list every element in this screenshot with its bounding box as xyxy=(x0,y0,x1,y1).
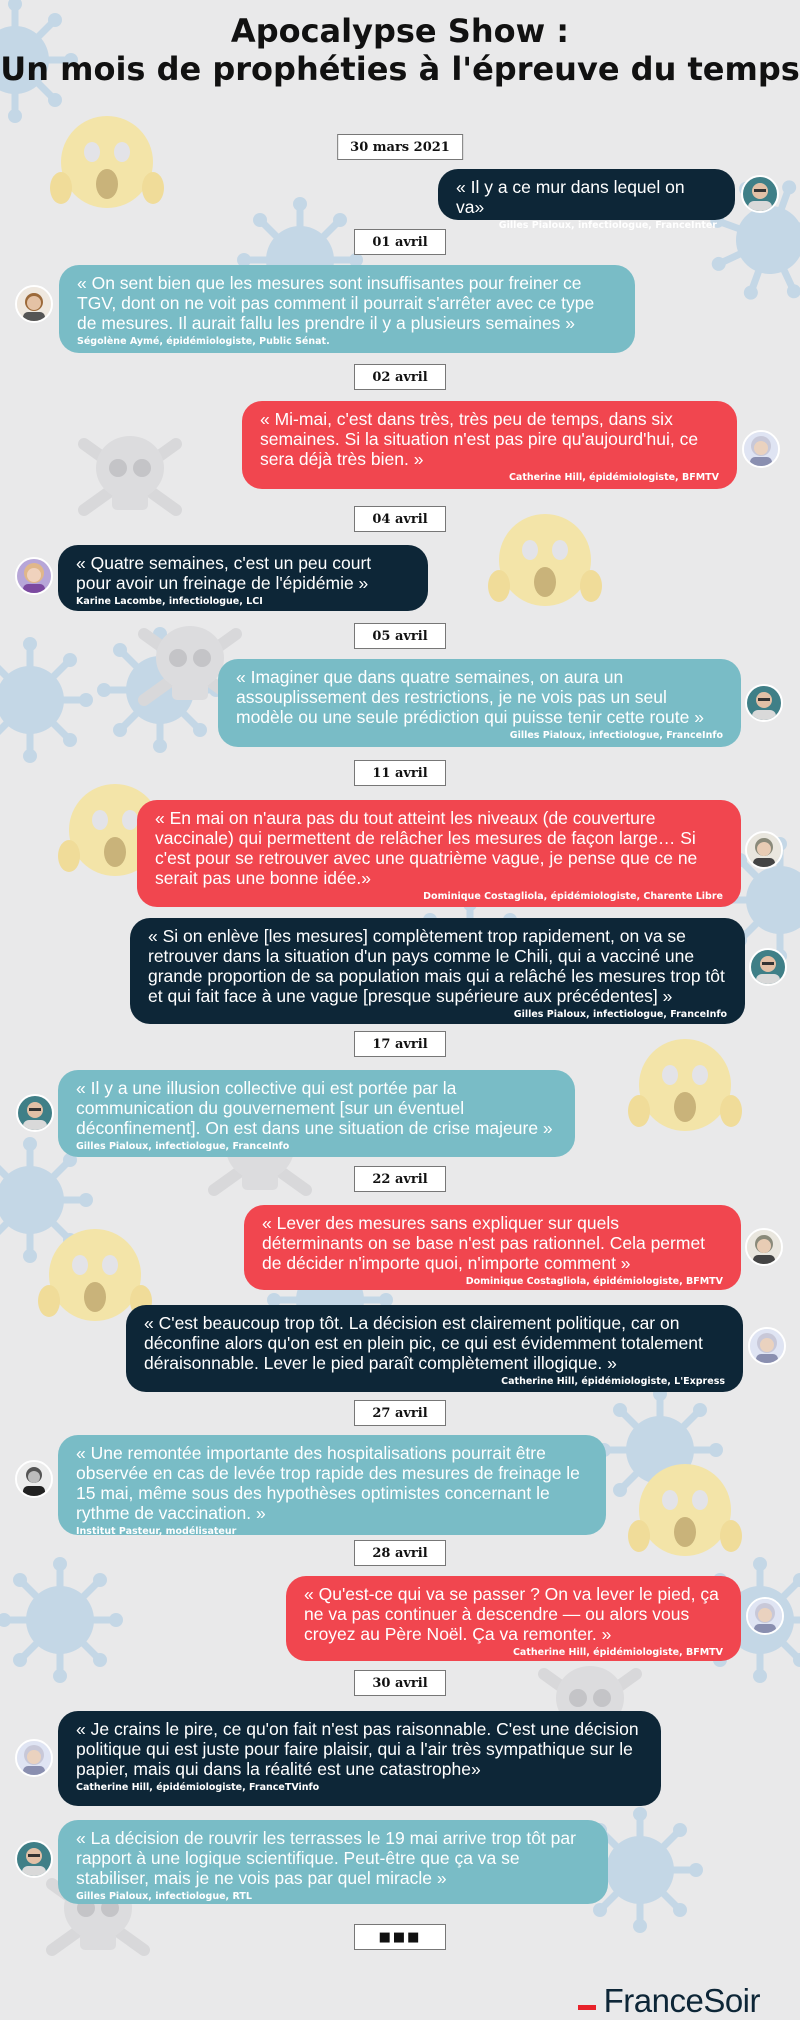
date-label: 01 avril xyxy=(354,229,446,255)
message-bubble xyxy=(59,265,635,353)
message-bubble xyxy=(58,1070,575,1157)
date-label: 27 avril xyxy=(354,1400,446,1426)
logo-text: FranceSoir xyxy=(603,1982,760,2019)
date-label-ellipsis: ■■■ xyxy=(354,1924,446,1950)
avatar xyxy=(15,557,53,595)
date-label: 30 avril xyxy=(354,1670,446,1696)
message-bubble xyxy=(58,545,428,611)
quote-text: « Mi-mai, c'est dans très, très peu de temps, dans six semaines. Si la situation n'est pas pire qu'aujourd'hui, ce sera déjà très bien. » xyxy=(260,409,699,469)
message-bubble xyxy=(218,659,741,747)
message-bubble xyxy=(126,1305,743,1392)
date-label: 22 avril xyxy=(354,1166,446,1192)
quote-text: « Il y a ce mur dans lequel on va» xyxy=(456,177,685,217)
message-bubble xyxy=(242,401,737,489)
quote-source: Catherine Hill, épidémiologiste, BFMTV xyxy=(508,472,719,483)
date-label: 04 avril xyxy=(354,506,446,532)
avatar xyxy=(741,175,779,213)
quote-text: « Je crains le pire, ce qu'on fait n'est pas raisonnable. C'est une décision politique qui est juste pour faire plaisir, qui a l'air très sympathique sur le papier, mais qui dans la réalité est une catastrophe» xyxy=(76,1719,639,1779)
date-label: 17 avril xyxy=(354,1031,446,1057)
quote-source: Gilles Pialoux, infectiologue, FranceInfo xyxy=(509,730,723,741)
quote-source: Gilles Pialoux, infectiologue, FranceInter xyxy=(498,220,717,231)
message-bubble xyxy=(58,1435,606,1535)
quote-source: Catherine Hill, épidémiologiste, FranceTVinfo xyxy=(76,1782,320,1793)
date-label: 30 mars 2021 xyxy=(337,134,463,160)
quote-text: « Lever des mesures sans expliquer sur quels déterminants on se base n'est pas rationnel. Cela permet de décider n'importe quoi, n'importe comment » xyxy=(262,1213,706,1273)
logo-red-bar xyxy=(578,2005,596,2010)
quote-source: Dominique Costagliola, épidémiologiste, BFMTV xyxy=(465,1276,723,1287)
quote-text: « La décision de rouvrir les terrasses le 19 mai arrive trop tôt par rapport à une logique scientifique. Peut-être que ça va se stabiliser, mais je ne vois pas par quel miracle » xyxy=(76,1828,576,1888)
title-line-2: Un mois de prophéties à l'épreuve du temps xyxy=(0,50,800,88)
quote-source: Catherine Hill, épidémiologiste, L'Express xyxy=(501,1376,725,1387)
message-bubble xyxy=(286,1576,741,1661)
avatar xyxy=(748,1327,786,1365)
message-bubble xyxy=(58,1820,608,1904)
quote-text: « Il y a une illusion collective qui est portée par la communication du gouvernement [sur un éventuel déconfinement]. On est dans une situation de crise majeure » xyxy=(76,1078,553,1138)
quote-text: « Quatre semaines, c'est un peu court pour avoir un freinage de l'épidémie » xyxy=(76,553,372,593)
date-label: 28 avril xyxy=(354,1540,446,1566)
title-line-1: Apocalypse Show : xyxy=(230,12,570,50)
date-label: 05 avril xyxy=(354,623,446,649)
date-label: 11 avril xyxy=(354,760,446,786)
avatar xyxy=(745,684,783,722)
quote-text: « Une remontée importante des hospitalisations pourrait être observée en cas de levée trop rapide des mesures de freinage le 15 mai, même sous des hypothèses optimistes concernant le rythme de vaccination. » xyxy=(76,1443,580,1523)
quote-source: Gilles Pialoux, infectiologue, FranceInfo xyxy=(513,1009,727,1020)
avatar xyxy=(746,1597,784,1635)
date-label: 02 avril xyxy=(354,364,446,390)
avatar xyxy=(15,1840,53,1878)
quote-text: « Imaginer que dans quatre semaines, on aura un assouplissement des restrictions, je ne vois pas un seul modèle ou une seule prédiction qui puisse tenir cette route » xyxy=(236,667,704,727)
quote-text: « Qu'est-ce qui va se passer ? On va lever le pied, ça ne va pas continuer à descendre — ou alors vous croyez au Père Noël. Ça va remonter. » xyxy=(304,1584,719,1644)
quote-source: Institut Pasteur, modélisateur xyxy=(76,1526,237,1537)
quote-source: Gilles Pialoux, infectiologue, RTL xyxy=(76,1891,252,1902)
avatar xyxy=(745,1228,783,1266)
quote-source: Gilles Pialoux, infectiologue, FranceInfo xyxy=(76,1141,290,1152)
quote-source: Karine Lacombe, infectiologue, LCI xyxy=(76,596,263,607)
quote-text: « Si on enlève [les mesures] complètement trop rapidement, on va se retrouver dans la situation d'un pays comme le Chili, qui a vacciné une grande proportion de sa population mais qui a relâché les mesures trop tôt et qui fait face à une vague [presque supérieure aux précédentes] » xyxy=(148,926,725,1006)
quote-text: « En mai on n'aura pas du tout atteint les niveaux (de couverture vaccinale) qui permettent de relâcher les mesures de façon large… Si c'est pour se retrouver avec une quatrième vague, je pense que ce ne serait pas une bonne idée.» xyxy=(155,808,698,888)
message-bubble xyxy=(244,1205,741,1290)
avatar xyxy=(15,285,53,323)
quote-source: Dominique Costagliola, épidémiologiste, Charente Libre xyxy=(423,891,723,902)
avatar xyxy=(16,1094,54,1132)
quote-source: Catherine Hill, épidémiologiste, BFMTV xyxy=(512,1647,723,1658)
message-bubble xyxy=(58,1711,661,1806)
message-bubble xyxy=(438,169,735,231)
avatar xyxy=(15,1739,53,1777)
quote-text: « C'est beaucoup trop tôt. La décision est clairement politique, car on déconfine alors qu'on est en plein pic, ce qui est évidemment totalement déraisonnable. Lever le pied paraît complètement illogique. » xyxy=(144,1313,703,1373)
avatar xyxy=(742,430,780,468)
quote-text: « On sent bien que les mesures sont insuffisantes pour freiner ce TGV, dont on ne voit pas comment il pourrait s'arrêter avec ce type de mesures. Il aurait fallu les prendre il y a plusieurs semaines » xyxy=(77,273,595,333)
avatar xyxy=(749,948,787,986)
avatar xyxy=(15,1460,53,1498)
avatar xyxy=(745,831,783,869)
quote-source: Ségolène Aymé, épidémiologiste, Public Sénat. xyxy=(77,336,330,347)
message-bubble xyxy=(137,800,741,907)
message-bubble xyxy=(130,918,745,1024)
francesoir-logo xyxy=(604,1982,760,2020)
